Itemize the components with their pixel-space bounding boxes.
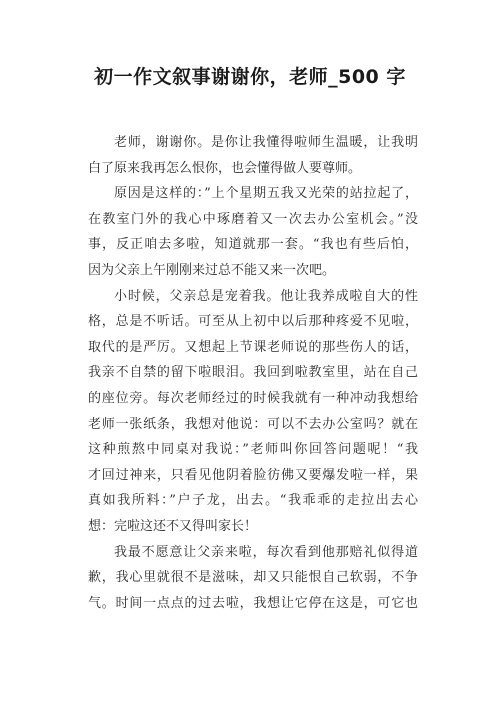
text-line: 我最不愿意让父亲来啦，每次看到他那赔礼似得道 — [114, 544, 418, 560]
text-line: 事，反正咱去多啦，知道就那一套。“我也有些后怕， — [88, 237, 418, 253]
text-line: 气。时间一点点的过去啦，我想让它停在这是，可它也 — [88, 595, 418, 611]
text-line: 取代的是严厉。又想起上节课老师说的那些伤人的话， — [88, 339, 418, 355]
text-line: 想：完啦这还不又得叫家长！ — [88, 518, 258, 534]
text-line: 白了原来我再怎么恨你，也会懂得做人要尊师。 — [88, 160, 362, 176]
text-line: 真如我所料：”户子龙，出去。“我乖乖的走拉出去心 — [88, 493, 418, 509]
text-line: 在教室门外的我心中琢磨着又一次去办公室机会。”没 — [88, 211, 418, 227]
text-line: 我亲不自禁的留下啦眼泪。我回到啦教室里，站在自己 — [88, 365, 418, 381]
text-line: 歉，我心里就很不是滋味，却又只能恨自己软弱，不争 — [88, 570, 418, 586]
text-line: 老师一张纸条，我想对他说：可以不去办公室吗？就在 — [88, 416, 418, 432]
text-line: 这种煎熬中同桌对我说：”老师叫你回答问题呢！“我 — [88, 442, 418, 458]
text-line: 因为父亲上午刚刚来过总不能又来一次吧。 — [88, 262, 336, 278]
text-line: 的座位旁。每次老师经过的时候我就有一种冲动我想给 — [88, 390, 418, 406]
document-body — [88, 130, 418, 616]
text-line: 格，总是不听话。可至从上初中以后那种疼爱不见啦， — [88, 314, 418, 330]
text-line: 才回过神来，只看见他阴着脸彷佛又要爆发啦一样，果 — [88, 467, 418, 483]
text-line: 小时候，父亲总是宠着我。他让我养成啦自大的性 — [114, 288, 418, 304]
text-line: 老师，谢谢你。是你让我懂得啦师生温暖，让我明 — [114, 135, 418, 150]
text-line: 原因是这样的：”上个星期五我又光荣的站拉起了， — [114, 186, 418, 202]
document-title: 初一作文叙事谢谢你，老师_500 字 — [94, 66, 406, 88]
